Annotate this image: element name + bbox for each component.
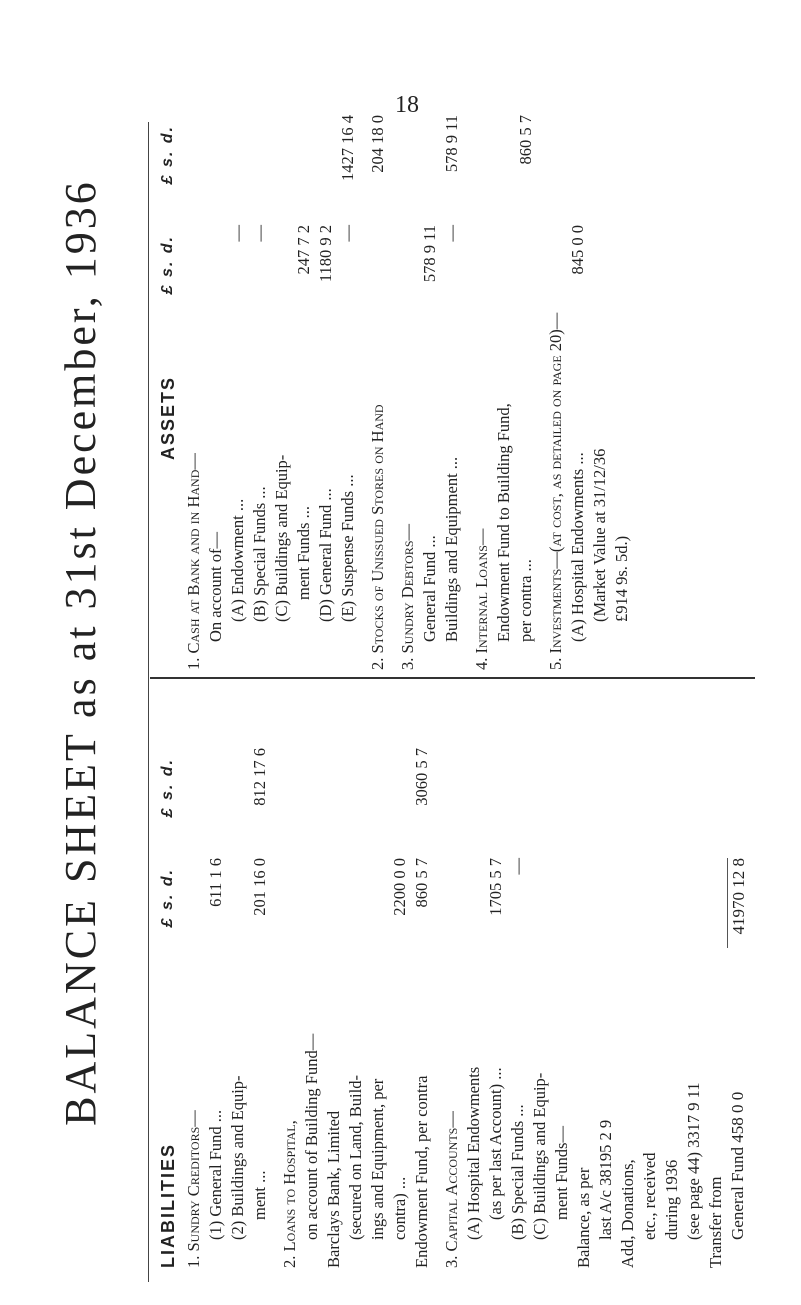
row-label: 2. Stocks of Unissued Stores on Hand xyxy=(368,404,387,670)
amount-item: (2) Buildings and Equip- xyxy=(228,1075,247,1240)
table-row xyxy=(639,748,661,1268)
margin-rule xyxy=(148,122,149,1282)
amount-item: (see page 44) 3317 9 11 xyxy=(684,1082,703,1240)
table-row xyxy=(293,115,315,670)
amount-item: 860 5 7 xyxy=(412,858,431,908)
amount-item: (Market Value at 31/12/36 xyxy=(590,448,609,622)
amount-item: last A/c 38195 2 9 xyxy=(596,1119,615,1240)
table-row xyxy=(441,115,463,670)
amount-item: — xyxy=(442,225,461,242)
amount-item: 247 7 2 xyxy=(294,225,313,275)
table-row xyxy=(515,115,537,670)
row-label: Add, Donations, xyxy=(618,1159,637,1268)
amount-item: (D) General Fund ... xyxy=(316,488,335,622)
table-row xyxy=(589,115,611,670)
amount-item: 1705 5 7 xyxy=(486,858,505,916)
table-row xyxy=(249,115,271,670)
table-row xyxy=(493,115,515,670)
row-label: Transfer from xyxy=(706,1176,725,1268)
table-row xyxy=(301,748,323,1268)
column-header: £ s. d. xyxy=(159,235,176,295)
table-row xyxy=(441,748,463,1268)
row-label: 1. Cash at Bank and in Hand— xyxy=(184,453,203,670)
table-row xyxy=(345,748,367,1268)
column-header: £ s. d. xyxy=(159,868,176,928)
table-row xyxy=(611,115,633,670)
amount-item: (secured on Land, Build- xyxy=(346,1075,365,1240)
table-row xyxy=(529,748,551,1268)
amount-item: (A) Endowment ... xyxy=(228,498,247,622)
amount-item: (A) Hospital Endowments xyxy=(464,1066,483,1240)
section-divider xyxy=(150,677,755,679)
row-label: 5. Investments—(at cost, as detailed on page 20)— xyxy=(546,312,565,670)
amount-item: (B) Special Funds ... xyxy=(250,486,269,622)
table-row xyxy=(595,748,617,1268)
table-row xyxy=(463,748,485,1268)
amount-item: ment ... xyxy=(250,1170,269,1220)
table-row xyxy=(389,748,411,1268)
amount-item: (as per last Account) ... xyxy=(486,1067,505,1220)
amount-item: Endowment Fund to Building Fund, xyxy=(494,403,513,642)
amount-item: 201 16 0 xyxy=(250,858,269,916)
assets-section xyxy=(155,115,755,670)
amount-total: 3060 5 7 xyxy=(412,748,431,806)
table-row xyxy=(205,748,227,1268)
table-row xyxy=(227,748,249,1268)
amount-total: 1427 16 4 xyxy=(338,115,357,181)
table-row xyxy=(337,115,359,670)
amount-item: 41970 12 8 xyxy=(727,858,750,948)
table-row xyxy=(315,115,337,670)
row-label: 3. Sundry Debtors— xyxy=(398,523,417,670)
table-row xyxy=(545,115,567,670)
table-row xyxy=(249,748,271,1268)
table-row xyxy=(397,115,419,670)
amount-item: (B) Special Funds ... xyxy=(508,1104,527,1240)
amount-item: ment Funds ... xyxy=(294,506,313,600)
table-row xyxy=(507,748,529,1268)
column-header: £ s. d. xyxy=(159,758,176,818)
amount-total: 812 17 6 xyxy=(250,748,269,806)
row-label: 1. Sundry Creditors— xyxy=(184,1110,203,1268)
amount-item: — xyxy=(508,858,527,875)
table-row xyxy=(205,115,227,670)
liabilities-section xyxy=(155,748,755,1268)
amount-item: (C) Buildings and Equip- xyxy=(530,1072,549,1240)
amount-total: 860 5 7 xyxy=(516,115,535,165)
amount-item: 611 1 6 xyxy=(206,858,225,907)
table-row xyxy=(567,115,589,670)
amount-item: 1180 9 2 xyxy=(316,225,335,283)
amount-item: ings and Equipment, per xyxy=(368,1078,387,1240)
table-row xyxy=(727,748,749,1268)
amount-item: (C) Buildings and Equip- xyxy=(272,454,291,622)
table-row xyxy=(661,748,683,1268)
table-row xyxy=(617,748,639,1268)
amount-item: per contra ... xyxy=(516,559,535,642)
table-row xyxy=(471,115,493,670)
table-row xyxy=(419,115,441,670)
amount-item: 578 9 11 xyxy=(420,225,439,283)
row-label: 2. Loans to Hospital, xyxy=(280,1120,299,1268)
liabilities-heading: LIABILITIES xyxy=(158,1143,178,1268)
amount-item: 845 0 0 xyxy=(568,225,587,275)
amount-item: On account of— xyxy=(206,532,225,642)
table-row xyxy=(367,115,389,670)
column-header: £ s. d. xyxy=(159,125,176,185)
amount-item: on account of Building Fund— xyxy=(302,1033,321,1240)
table-row xyxy=(573,748,595,1268)
amount-item: — xyxy=(250,225,269,242)
amount-item: during 1936 xyxy=(662,1159,681,1240)
row-label: 4. Internal Loans— xyxy=(472,528,491,670)
amount-item: 2200 0 0 xyxy=(390,858,409,916)
table-row xyxy=(551,748,573,1268)
table-row xyxy=(323,748,345,1268)
amount-item: General Fund ... xyxy=(420,535,439,642)
row-label: Balance, as per xyxy=(574,1167,593,1268)
row-label: Endowment Fund, per contra xyxy=(412,1075,431,1268)
row-label: Barclays Bank, Limited xyxy=(324,1110,343,1268)
table-row xyxy=(683,748,705,1268)
amount-total: 578 9 11 xyxy=(442,115,461,173)
table-row xyxy=(183,115,205,670)
amount-item: (1) General Fund ... xyxy=(206,1109,225,1240)
table-row xyxy=(271,115,293,670)
amount-total: 204 18 0 xyxy=(368,115,387,173)
table-row xyxy=(183,748,205,1268)
page-title: BALANCE SHEET as at 31st December, 1936 xyxy=(55,179,105,1126)
table-row xyxy=(227,115,249,670)
amount-item: ment Funds— xyxy=(552,1126,571,1220)
amount-item: contra) ... xyxy=(390,1176,409,1240)
table-row xyxy=(367,748,389,1268)
assets-heading: ASSETS xyxy=(158,375,178,460)
table-row xyxy=(411,748,433,1268)
amount-item: £914 9s. 5d.) xyxy=(612,535,631,622)
table-row xyxy=(485,748,507,1268)
amount-item: (E) Suspense Funds ... xyxy=(338,474,357,622)
amount-item: Buildings and Equipment ... xyxy=(442,456,461,642)
amount-item: General Fund 458 0 0 xyxy=(728,1091,747,1240)
amount-item: — xyxy=(338,225,357,242)
amount-item: — xyxy=(228,225,247,242)
amount-item: (A) Hospital Endowments ... xyxy=(568,452,587,642)
table-row xyxy=(705,748,727,1268)
page-number: 18 xyxy=(395,92,419,118)
amount-item: etc., received xyxy=(640,1152,659,1240)
row-label: 3. Capital Accounts— xyxy=(442,1111,461,1268)
table-row xyxy=(279,748,301,1268)
